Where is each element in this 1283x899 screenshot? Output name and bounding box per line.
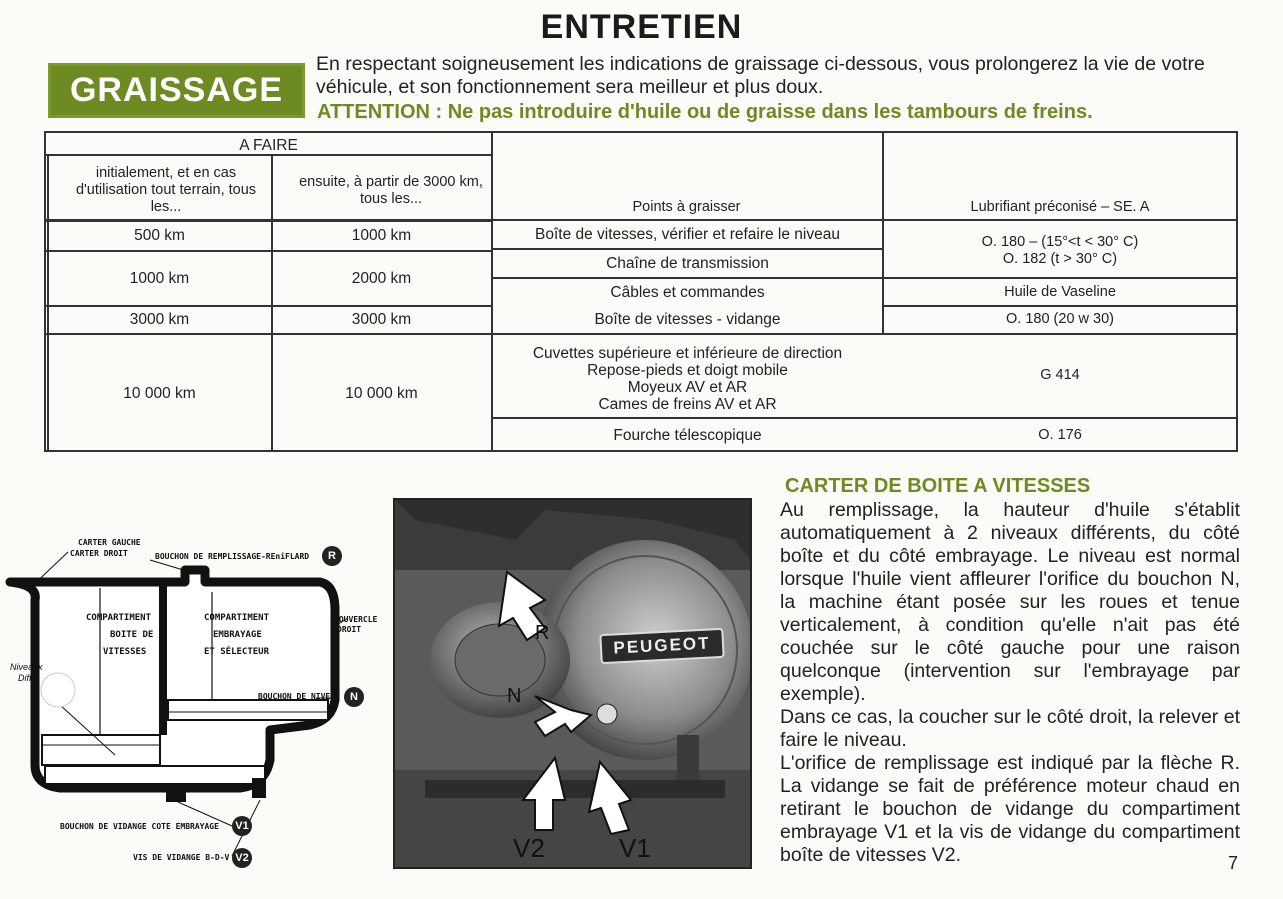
lubricant-line: O. 180 – (15°<t < 30° C) — [981, 234, 1139, 250]
header-subsequent-interval: ensuite, à partir de 3000 km, tous les... — [299, 173, 483, 207]
label-comp-boite: COMPARTIMENT — [86, 613, 152, 623]
intro-text: En respectant soigneusement les indications de graissage ci-dessous, vous prolongerez la vie de votre véhicule, et son fonctionnement sera meilleur et plus doux. — [316, 53, 1205, 98]
header-lubricant: Lubrifiant préconisé – SE. A — [970, 198, 1150, 215]
point-line: Cames de freins AV et AR — [598, 396, 777, 413]
page-title: ENTRETIEN — [540, 8, 743, 46]
lubricant-cell: Huile de Vaseline — [1004, 283, 1116, 300]
point-cell — [493, 341, 882, 417]
photo-label-v1: V1 — [619, 833, 651, 863]
engine-photo — [393, 498, 752, 869]
photo-label-r: R — [535, 622, 550, 644]
photo-label-n: N — [507, 685, 522, 707]
label-vis-vidange: VIS DE VIDANGE B-D-V — [133, 853, 230, 862]
interval-initial-cell: 3000 km — [129, 311, 190, 328]
point-line: Moyeux AV et AR — [627, 379, 748, 396]
label-comp-boite: VITESSES — [103, 647, 147, 657]
point-cell: Câbles et commandes — [610, 283, 765, 301]
label-niveaux: Niveaux — [10, 662, 43, 672]
engine-photo-drawing — [395, 500, 750, 867]
interval-subsequent-cell: 2000 km — [351, 269, 412, 287]
lubricant-cell: G 414 — [1040, 367, 1080, 383]
label-carter-gauche: CARTER GAUCHE — [78, 538, 141, 547]
lubricant-line: O. 182 (t > 30° C) — [1002, 251, 1118, 267]
header-initial-interval: initialement, et en cas d'utilisation tout terrain, tous les... — [75, 165, 257, 215]
interval-initial-cell: 500 km — [134, 227, 185, 244]
carter-paragraph: Dans ce cas, la coucher sur le côté droit, la relever et faire le niveau. — [780, 706, 1240, 751]
label-couvercle-droit: COUVERCLE — [334, 615, 378, 624]
point-cell: Fourche télescopique — [613, 427, 762, 444]
interval-initial-cell: 10 000 km — [123, 384, 196, 402]
group-header-a-faire: A FAIRE — [239, 136, 298, 154]
marker-n: N — [344, 687, 364, 707]
carter-section-title: CARTER DE BOITE A VITESSES — [785, 475, 1091, 497]
point-line: Cuvettes supérieure et inférieure de direction — [532, 345, 843, 362]
carter-section-body — [780, 499, 1240, 867]
interval-initial-cell: 1000 km — [129, 269, 190, 287]
carter-paragraph: L'orifice de remplissage est indiqué par la flèche R. La vidange se fait de préférence moteur chaud en retirant le bouchon de vidange du compartiment embrayage V1 et la vis de vidange du compartiment boîte de vitesses V2. — [780, 752, 1240, 866]
label-comp-embrayage: COMPARTIMENT — [204, 613, 270, 623]
header-points: Points à graisser — [632, 198, 741, 215]
label-diff: Diff — [18, 673, 32, 683]
gearbox-diagram — [0, 530, 385, 870]
photo-label-v2: V2 — [513, 833, 545, 863]
section-badge: GRAISSAGE — [48, 63, 305, 118]
lubricant-cell: O. 176 — [1038, 427, 1082, 443]
lubricant-cell — [882, 229, 1238, 273]
carter-paragraph: Au remplissage, la hauteur d'huile s'établit automatiquement à 2 niveaux différents, du côté boîte et du côté embrayage. Le niveau est normal lorsque l'huile vient affleurer l'orifice du bouchon N, la machine étant posée sur les roues et tenue verticalement, à condition qu'elle n'ait pas été couchée sur le côté gauche pour une raison quelconque (intervention sur l'embrayage par exemple). — [780, 499, 1240, 705]
label-carter-droit: CARTER DROIT — [70, 549, 128, 558]
page-number: 7 — [1228, 853, 1239, 873]
peugeot-badge: PEUGEOT — [599, 628, 724, 664]
label-comp-embrayage: EMBRAYAGE — [213, 630, 262, 640]
marker-r: R — [322, 546, 342, 566]
label-comp-boite: BOITE DE — [110, 630, 154, 640]
attention-warning: ATTENTION : Ne pas introduire d'huile ou de graisse dans les tambours de freins. — [317, 101, 1093, 123]
interval-subsequent-cell: 10 000 km — [345, 384, 418, 402]
marker-v2: V2 — [232, 848, 252, 868]
lubrication-table — [44, 131, 1238, 452]
point-cell: Chaîne de transmission — [606, 255, 769, 272]
interval-subsequent-cell: 1000 km — [351, 227, 412, 244]
label-bouchon-niveau: BOUCHON DE NIVEAU — [258, 692, 340, 701]
point-cell: Boîte de vitesses, vérifier et refaire le niveau — [535, 226, 840, 243]
label-comp-embrayage: ET SÉLECTEUR — [204, 647, 270, 657]
lubricant-cell: O. 180 (20 w 30) — [1006, 311, 1114, 327]
point-line: Repose-pieds et doigt mobile — [587, 362, 788, 379]
marker-v1: V1 — [232, 816, 252, 836]
label-bouchon-vidange: BOUCHON DE VIDANGE COTE EMBRAYAGE — [60, 822, 219, 831]
interval-subsequent-cell: 3000 km — [351, 311, 412, 328]
label-couvercle-droit: DROIT — [337, 625, 362, 634]
point-cell: Boîte de vitesses - vidange — [594, 311, 781, 328]
label-bouchon-remplissage: BOUCHON DE REMPLISSAGE-REniFLARD — [155, 552, 310, 561]
